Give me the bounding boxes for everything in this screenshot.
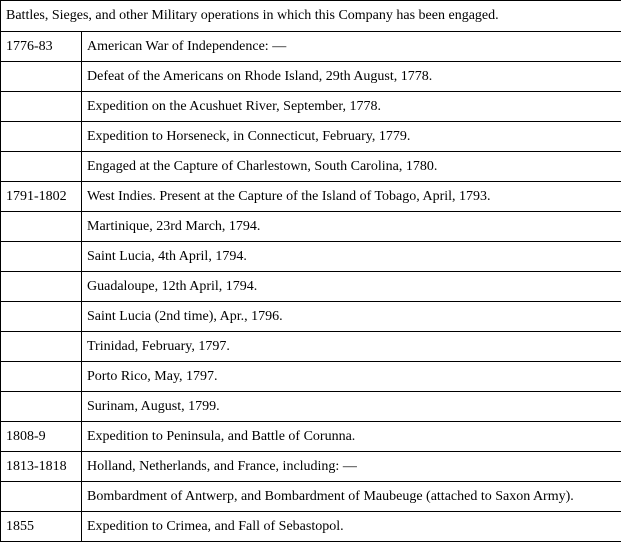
table-row xyxy=(1,512,621,542)
table-row xyxy=(1,332,621,362)
event-cell: Expedition to Crimea, and Fall of Sebastopol. xyxy=(82,512,621,542)
period-cell xyxy=(1,152,82,182)
table-row xyxy=(1,422,621,452)
period-cell xyxy=(1,272,82,302)
table-row xyxy=(1,32,621,62)
period-cell xyxy=(1,62,82,92)
table-row xyxy=(1,152,621,182)
table-row xyxy=(1,362,621,392)
table-row xyxy=(1,302,621,332)
event-cell: Holland, Netherlands, and France, including: — xyxy=(82,452,621,482)
period-cell xyxy=(1,302,82,332)
table-heading-row xyxy=(1,1,621,32)
period-cell xyxy=(1,122,82,152)
table-row xyxy=(1,272,621,302)
table-row xyxy=(1,392,621,422)
table-row xyxy=(1,212,621,242)
event-cell: Guadaloupe, 12th April, 1794. xyxy=(82,272,621,302)
event-cell: Expedition to Horseneck, in Connecticut, February, 1779. xyxy=(82,122,621,152)
table-row xyxy=(1,482,621,512)
period-cell xyxy=(1,392,82,422)
event-cell: Trinidad, February, 1797. xyxy=(82,332,621,362)
event-cell: Expedition on the Acushuet River, September, 1778. xyxy=(82,92,621,122)
period-cell xyxy=(1,482,82,512)
event-cell: Expedition to Peninsula, and Battle of Corunna. xyxy=(82,422,621,452)
period-cell xyxy=(1,242,82,272)
event-cell: Engaged at the Capture of Charlestown, South Carolina, 1780. xyxy=(82,152,621,182)
table-row xyxy=(1,92,621,122)
table-body xyxy=(1,1,621,542)
table-row xyxy=(1,122,621,152)
period-cell: 1776-83 xyxy=(1,32,82,62)
table-row xyxy=(1,62,621,92)
table-heading: Battles, Sieges, and other Military operations in which this Company has been engaged. xyxy=(1,1,621,32)
period-cell xyxy=(1,332,82,362)
event-cell: West Indies. Present at the Capture of the Island of Tobago, April, 1793. xyxy=(82,182,621,212)
event-cell: Bombardment of Antwerp, and Bombardment of Maubeuge (attached to Saxon Army). xyxy=(82,482,621,512)
event-cell: Defeat of the Americans on Rhode Island, 29th August, 1778. xyxy=(82,62,621,92)
period-cell: 1813-1818 xyxy=(1,452,82,482)
period-cell: 1808-9 xyxy=(1,422,82,452)
event-cell: Saint Lucia (2nd time), Apr., 1796. xyxy=(82,302,621,332)
table-row xyxy=(1,242,621,272)
table-row xyxy=(1,452,621,482)
event-cell: American War of Independence: — xyxy=(82,32,621,62)
period-cell: 1791-1802 xyxy=(1,182,82,212)
period-cell xyxy=(1,362,82,392)
event-cell: Porto Rico, May, 1797. xyxy=(82,362,621,392)
event-cell: Martinique, 23rd March, 1794. xyxy=(82,212,621,242)
event-cell: Saint Lucia, 4th April, 1794. xyxy=(82,242,621,272)
event-cell: Surinam, August, 1799. xyxy=(82,392,621,422)
table-row xyxy=(1,182,621,212)
period-cell: 1855 xyxy=(1,512,82,542)
period-cell xyxy=(1,92,82,122)
period-cell xyxy=(1,212,82,242)
